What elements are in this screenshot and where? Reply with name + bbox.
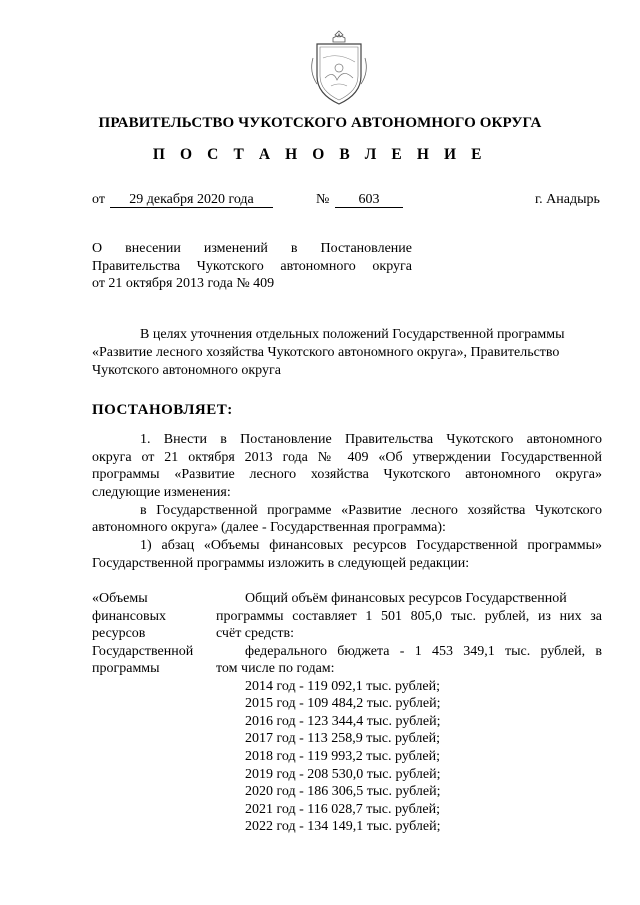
table-text-line: том числе по годам: bbox=[216, 661, 335, 676]
body-line: программы «Развитие лесного хозяйства Чукотского автономного округа» bbox=[92, 467, 602, 482]
subject-line: от 21 октября 2013 года № 409 bbox=[92, 276, 275, 291]
date-prefix: от bbox=[92, 192, 105, 207]
year-amount-line: 2015 год - 109 484,2 тыс. рублей; bbox=[245, 696, 441, 711]
table-label-line: ресурсов bbox=[92, 626, 146, 641]
table-label-line: программы bbox=[92, 661, 160, 676]
coat-of-arms-emblem bbox=[303, 28, 375, 108]
body-line: округа от 21 октября 2013 года № 409 «Об утверждении Государственной bbox=[92, 450, 602, 465]
year-amount-line: 2018 год - 119 993,2 тыс. рублей; bbox=[245, 749, 440, 764]
table-label-line: Государственной bbox=[92, 644, 194, 659]
subject-line: Правительства Чукотского автономного округа bbox=[92, 259, 412, 274]
year-amount-line: 2022 год - 134 149,1 тыс. рублей; bbox=[245, 819, 441, 834]
year-amount-line: 2020 год - 186 306,5 тыс. рублей; bbox=[245, 784, 441, 799]
table-text-line: федерального бюджета - 1 453 349,1 тыс. рублей, в bbox=[245, 644, 602, 659]
body-line: 1) абзац «Объемы финансовых ресурсов Государственной программы» bbox=[140, 538, 602, 553]
number-label: № bbox=[316, 192, 330, 207]
table-label-line: финансовых bbox=[92, 609, 166, 624]
resolves-heading: ПОСТАНОВЛЯЕТ: bbox=[92, 402, 233, 418]
document-type: П О С Т А Н О В Л Е Н И Е bbox=[152, 146, 488, 163]
table-text-line: Общий объём финансовых ресурсов Государственной bbox=[245, 591, 567, 606]
body-line: автономного округа» (далее - Государственная программа): bbox=[92, 520, 446, 535]
city: г. Анадырь bbox=[535, 192, 600, 207]
year-amount-line: 2014 год - 119 092,1 тыс. рублей; bbox=[245, 679, 440, 694]
government-title: ПРАВИТЕЛЬСТВО ЧУКОТСКОГО АВТОНОМНОГО ОКРУГА bbox=[98, 115, 542, 131]
subject-line: О внесении изменений в Постановление bbox=[92, 241, 412, 256]
table-text-line: счёт средств: bbox=[216, 626, 295, 641]
year-amount-line: 2019 год - 208 530,0 тыс. рублей; bbox=[245, 767, 441, 782]
body-line: в Государственной программе «Развитие лесного хозяйства Чукотского bbox=[140, 503, 602, 518]
document-date: 29 декабря 2020 года bbox=[110, 192, 273, 208]
body-line: Государственной программы изложить в следующей редакции: bbox=[92, 556, 470, 571]
document-number: 603 bbox=[335, 192, 403, 208]
preamble-line: Чукотского автономного округа bbox=[92, 363, 281, 378]
preamble-line: «Развитие лесного хозяйства Чукотского автономного округа», Правительство bbox=[92, 345, 560, 360]
table-label-line: «Объемы bbox=[92, 591, 148, 606]
year-amount-line: 2021 год - 116 028,7 тыс. рублей; bbox=[245, 802, 440, 817]
body-line: следующие изменения: bbox=[92, 485, 231, 500]
year-amount-line: 2016 год - 123 344,4 тыс. рублей; bbox=[245, 714, 441, 729]
body-line: 1. Внести в Постановление Правительства Чукотского автономного bbox=[140, 432, 602, 447]
preamble-line: В целях уточнения отдельных положений Государственной программы bbox=[140, 327, 565, 342]
year-amount-line: 2017 год - 113 258,9 тыс. рублей; bbox=[245, 731, 440, 746]
table-text-line: программы составляет 1 501 805,0 тыс. рублей, из них за bbox=[216, 609, 602, 624]
